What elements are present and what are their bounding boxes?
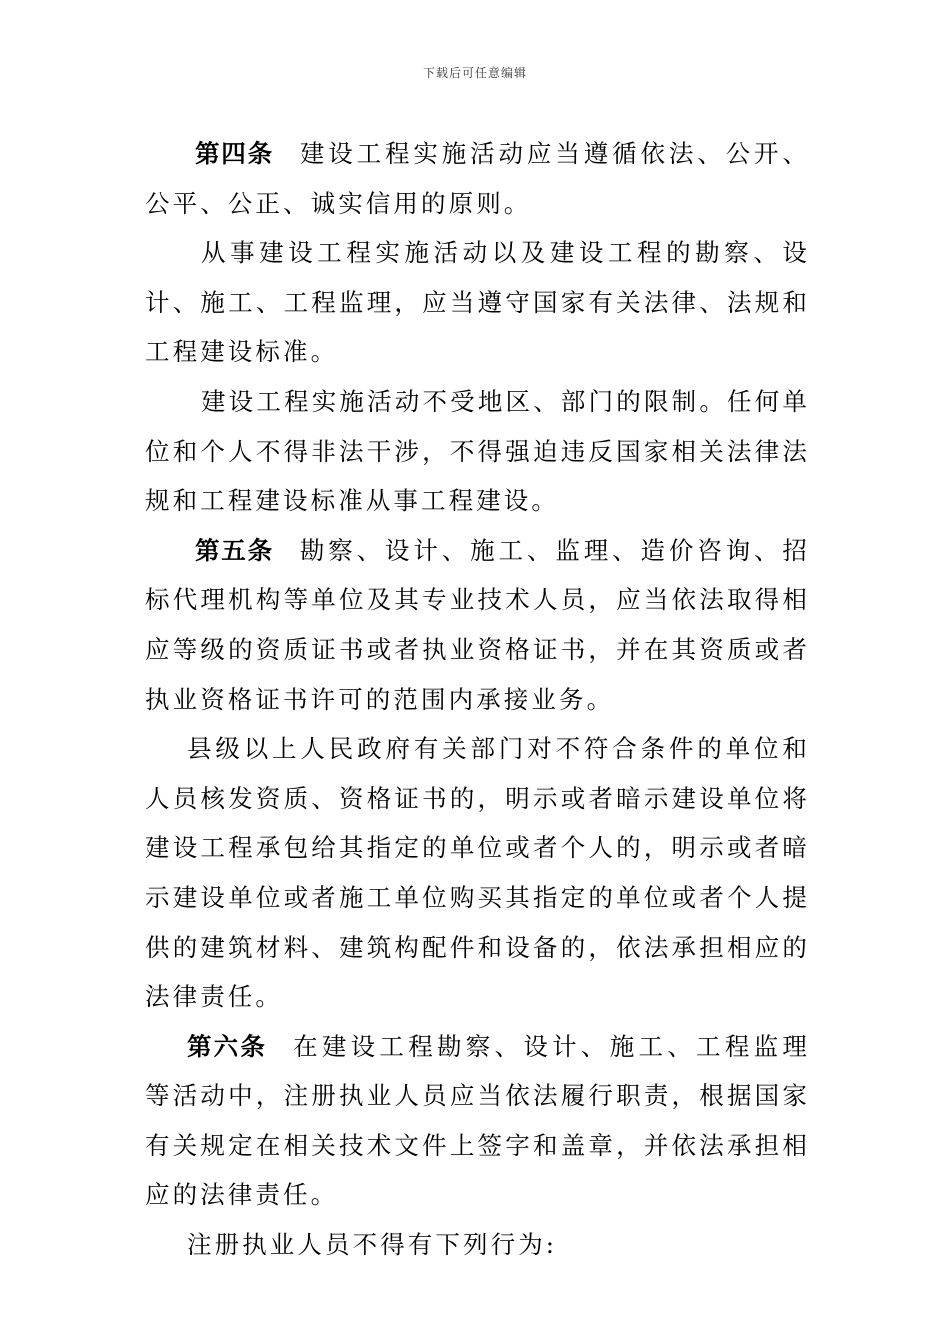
- paragraph-article-6: [145, 1022, 810, 1220]
- paragraph: [145, 1220, 810, 1270]
- paragraph-text: 在建设工程勘察、设计、施工、工程监理等活动中，注册执业人员应当依法履行职责，根据国家有关规定在相关技术文件上签字和盖章，并依法承担相应的法律责任。: [145, 1031, 810, 1210]
- paragraph-text: 勘察、设计、施工、监理、造价咨询、招标代理机构等单位及其专业技术人员，应当依法取得相应等级的资质证书或者执业资格证书，并在其资质或者执业资格证书许可的范围内承接业务。: [145, 535, 810, 714]
- paragraph: [145, 228, 810, 377]
- paragraph: [145, 724, 810, 1022]
- paragraph-text: 建设工程实施活动不受地区、部门的限制。任何单位和个人不得非法干涉，不得强迫违反国家相关法律法规和工程建设标准从事工程建设。: [145, 386, 810, 516]
- article-number: 第六条: [187, 1031, 268, 1061]
- page-header: 下载后可任意编辑: [422, 66, 527, 80]
- paragraph: [145, 377, 810, 526]
- paragraph-article-4: [145, 129, 810, 228]
- article-number: 第四条: [195, 139, 274, 168]
- paragraph-text: 建设工程实施活动应当遵循依法、公开、公平、公正、诚实信用的原则。: [145, 139, 810, 218]
- document-body: [145, 129, 810, 1270]
- paragraph-text: 县级以上人民政府有关部门对不符合条件的单位和人员核发资质、资格证书的，明示或者暗示建设单位将建设工程承包给其指定的单位或者个人的，明示或者暗示建设单位或者施工单位购买其指定的单位或者个人提供的建筑材料、建筑构配件和设备的，依法承担相应的法律责任。: [145, 734, 810, 1012]
- paragraph-article-5: [145, 526, 810, 724]
- paragraph-text: 注册执业人员不得有下列行为:: [187, 1230, 558, 1260]
- paragraph-text: 从事建设工程实施活动以及建设工程的勘察、设计、施工、工程监理，应当遵守国家有关法律、法规和工程建设标准。: [145, 238, 810, 367]
- article-number: 第五条: [195, 535, 274, 565]
